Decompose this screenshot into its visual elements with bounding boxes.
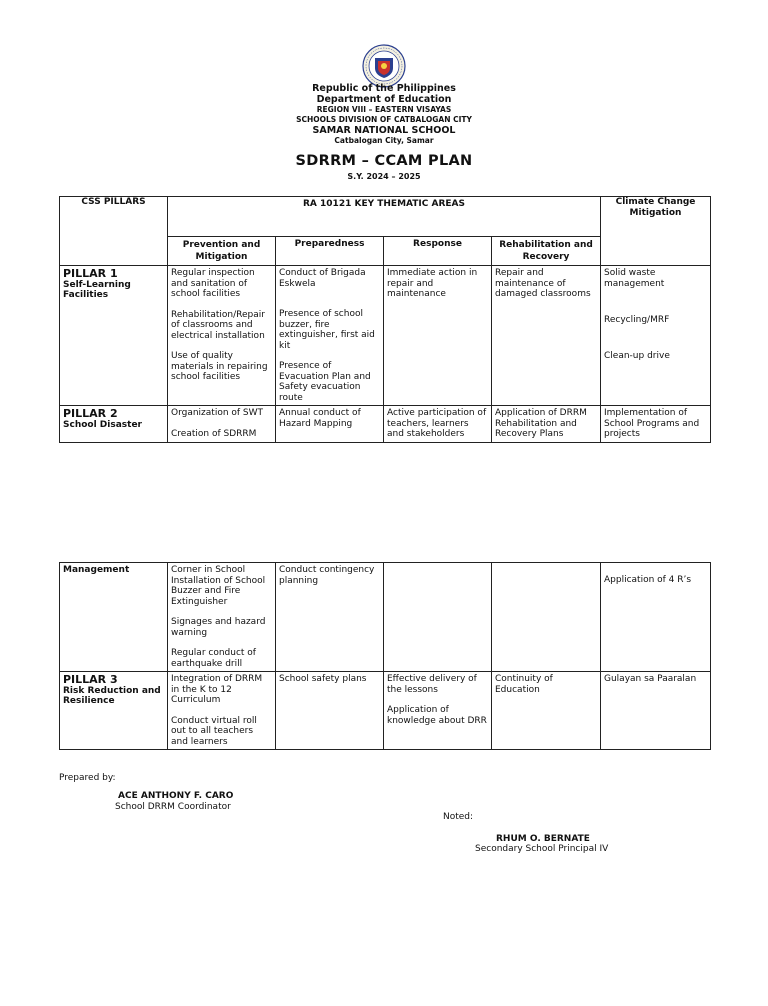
cell-text: Application of DRRM Rehabilitation and Recovery Plans — [495, 408, 587, 439]
cell-text: Immediate action in repair and maintenance — [387, 268, 478, 299]
cell-text: Regular inspection and sanitation of school facilities — [171, 268, 255, 299]
table-row-pillar-2 — [60, 406, 711, 443]
rehabilitation-cell — [492, 563, 601, 672]
cell-text: Clean-up drive — [604, 350, 670, 361]
rehabilitation-cell — [492, 672, 601, 750]
noter-name-text: RHUM O. BERNATE — [496, 834, 590, 844]
header-republic: Republic of the Philippines — [312, 83, 456, 94]
pillar-name: PILLAR 3 — [63, 673, 118, 686]
deped-seal-logo — [362, 44, 406, 88]
cell-text: Repair and maintenance of damaged classrooms — [495, 268, 591, 299]
pillar-name: PILLAR 2 — [63, 407, 118, 420]
header-city: Catbalogan City, Samar — [334, 136, 434, 145]
cell-text: Application of 4 R’s — [604, 575, 692, 585]
response-cell — [384, 672, 492, 750]
plan-table-continued — [59, 562, 711, 750]
cell-text: School safety plans — [279, 674, 367, 684]
preparedness-cell — [276, 266, 384, 406]
table-row-pillar-1 — [60, 266, 711, 406]
header-preparedness: Preparedness — [276, 237, 384, 266]
pillar-subtitle: Risk Reduction and Resilience — [63, 686, 161, 706]
cell-text: Use of quality materials in repairing school facilities — [171, 351, 268, 382]
prepared-by-label: Prepared by: — [59, 773, 116, 783]
header-css-pillars: CSS PILLARS — [60, 197, 168, 266]
plan-title: SDRRM – CCAM PLAN — [295, 153, 473, 169]
pillar-cell — [60, 266, 168, 406]
prevention-cell — [168, 672, 276, 750]
cell-text: Annual conduct of Hazard Mapping — [279, 408, 361, 429]
cell-text: Solid waste management — [604, 268, 665, 289]
climate-cell — [601, 266, 711, 406]
prevention-cell — [168, 406, 276, 443]
cell-text: Presence of Evacuation Plan and Safety evacuation route — [279, 361, 371, 403]
cell-text: Continuity of Education — [495, 674, 553, 695]
cell-text: Active participation of teachers, learners and stakeholders — [387, 408, 487, 439]
cell-text: Regular conduct of earthquake drill — [171, 648, 256, 669]
header-department: Department of Education — [316, 94, 452, 105]
cell-text: Integration of DRRM in the K to 12 Curriculum — [171, 674, 263, 705]
header-thematic-areas: RA 10121 KEY THEMATIC AREAS — [168, 197, 601, 237]
header-climate-mitigation: Climate Change Mitigation — [601, 197, 711, 266]
response-cell — [384, 406, 492, 443]
preparer-title: School DRRM Coordinator — [115, 802, 231, 812]
cell-text: Creation of SDRRM — [171, 428, 257, 439]
response-cell — [384, 563, 492, 672]
preparedness-cell — [276, 672, 384, 750]
header-division: SCHOOLS DIVISION OF CATBALOGAN CITY — [296, 115, 472, 124]
preparer-name — [118, 791, 233, 801]
cell-text: Recycling/MRF — [604, 315, 670, 325]
table-row-pillar-2-continued — [60, 563, 711, 672]
rehabilitation-cell — [492, 266, 601, 406]
climate-cell — [601, 406, 711, 443]
plan-table — [59, 196, 711, 443]
prevention-cell — [168, 563, 276, 672]
cell-text: Conduct of Brigada Eskwela — [279, 268, 366, 289]
cell-text: Organization of SWT — [171, 408, 264, 418]
noter-title: Secondary School Principal IV — [475, 844, 609, 854]
school-year: S.Y. 2024 – 2025 — [347, 172, 421, 181]
cell-text: Presence of school buzzer, fire extinguisher, first aid kit — [279, 309, 375, 351]
climate-cell — [601, 563, 711, 672]
pillar-name: PILLAR 1 — [63, 267, 118, 280]
pillar-cell — [60, 406, 168, 443]
header-region: REGION VIII – EASTERN VISAYAS — [316, 105, 452, 114]
cell-text: Conduct virtual roll out to all teachers and learners — [171, 715, 257, 747]
response-cell — [384, 266, 492, 406]
pillar-cell — [60, 672, 168, 750]
preparedness-cell — [276, 563, 384, 672]
pillar-cell — [60, 563, 168, 672]
cell-text: Gulayan sa Paaralan — [604, 674, 697, 684]
preparer-name-text: ACE ANTHONY F. CARO — [118, 791, 234, 801]
header-school: SAMAR NATIONAL SCHOOL — [312, 125, 456, 136]
cell-text: Implementation of School Programs and projects — [604, 408, 700, 439]
cell-text: Corner in School Installation of School Buzzer and Fire Extinguisher — [171, 565, 266, 607]
header-prevention: Prevention and Mitigation — [168, 237, 276, 266]
header-response: Response — [384, 237, 492, 266]
header-rehabilitation: Rehabilitation and Recovery — [492, 237, 601, 266]
climate-cell — [601, 672, 711, 750]
noted-label: Noted: — [443, 812, 474, 822]
noter-name — [496, 834, 590, 844]
rehabilitation-cell — [492, 406, 601, 443]
table-row-pillar-3 — [60, 672, 711, 750]
cell-text: Signages and hazard warning — [171, 617, 266, 638]
pillar-subtitle: School Disaster — [63, 420, 142, 430]
pillar-subtitle: Management — [63, 565, 130, 575]
cell-text: Application of knowledge about DRR — [387, 705, 487, 726]
preparedness-cell — [276, 406, 384, 443]
pillar-subtitle: Self-Learning Facilities — [63, 280, 131, 300]
prevention-cell — [168, 266, 276, 406]
cell-text: Conduct contingency planning — [279, 565, 375, 586]
cell-text: Rehabilitation/Repair of classrooms and electrical installation — [171, 309, 265, 341]
cell-text: Effective delivery of the lessons — [387, 674, 477, 695]
